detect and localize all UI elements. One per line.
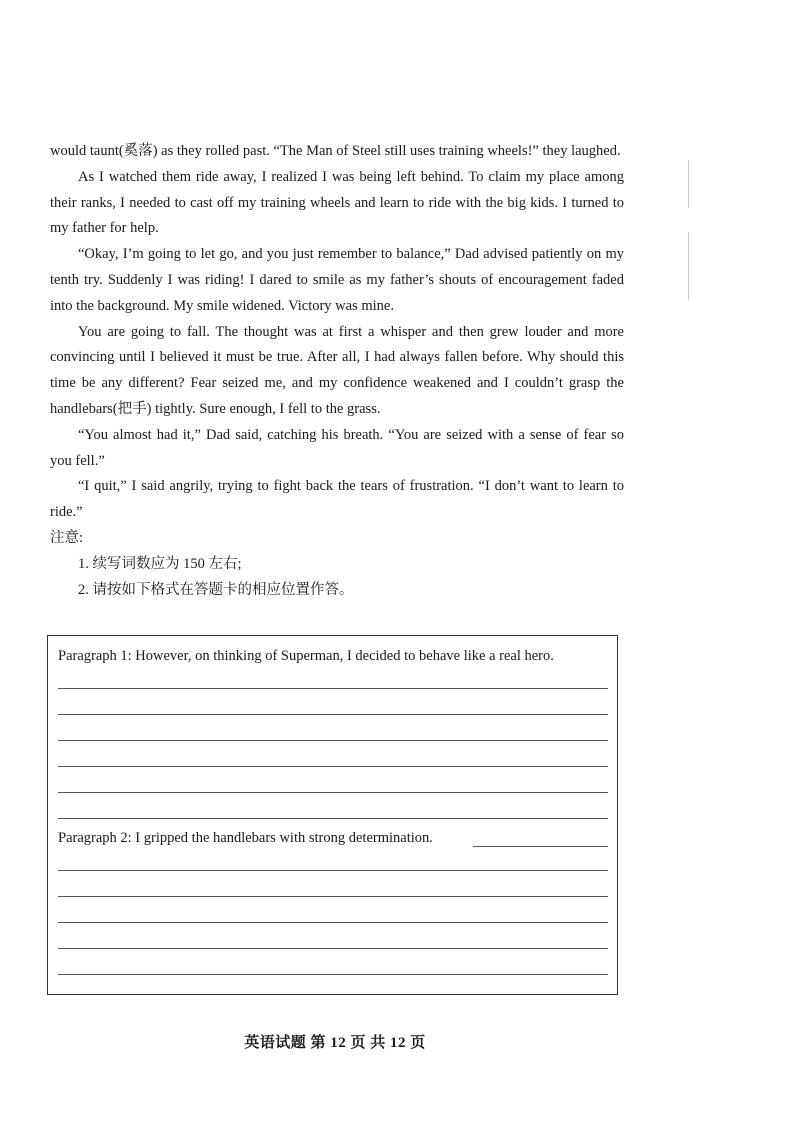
writing-line[interactable] <box>58 870 608 871</box>
writing-line[interactable] <box>58 948 608 949</box>
note-item-format: 2. 请按如下格式在答题卡的相应位置作答。 <box>78 581 354 598</box>
writing-line[interactable] <box>58 766 608 767</box>
writing-line[interactable] <box>58 922 608 923</box>
paragraph-1-prompt: Paragraph 1: However, on thinking of Superman, I decided to behave like a real hero. <box>58 648 554 664</box>
passage-paragraph-1: would taunt(奚落) as they rolled past. “The Man of Steel still uses training wheels!” they laughed. <box>50 143 621 159</box>
passage-paragraph-5: “You almost had it,” Dad said, catching his breath. “You are seized with a sense of fear so you fell.” <box>50 426 624 469</box>
passage-text <box>50 139 624 603</box>
writing-line[interactable] <box>58 688 608 689</box>
notes-title: 注意: <box>50 529 84 546</box>
passage-paragraph-2: As I watched them ride away, I realized I was being left behind. To claim my place among their ranks, I needed to cast off my training wheels and learn to ride with the big kids. I turned to my father for help. <box>50 168 624 237</box>
answer-box <box>47 635 618 995</box>
passage-paragraph-6: “I quit,” I said angrily, trying to fight back the tears of frustration. “I don’t want to learn to ride.” <box>50 478 624 521</box>
writing-line[interactable] <box>58 974 608 975</box>
scan-mark <box>688 160 689 208</box>
writing-line[interactable] <box>58 740 608 741</box>
paragraph-2-prompt: Paragraph 2: I gripped the handlebars with strong determination. <box>58 830 433 846</box>
page-footer: 英语试题 第 12 页 共 12 页 <box>244 1035 426 1051</box>
writing-line[interactable] <box>58 896 608 897</box>
passage-paragraph-4: You are going to fall. The thought was at first a whisper and then grew louder and more convincing until I believed it must be true. After all, I had always fallen before. Why should this time be any different? Fear seized me, and my confidence weakened and I couldn’t grasp the handlebars(把手) tightly. Sure enough, I fell to the grass. <box>50 323 624 417</box>
writing-line[interactable] <box>58 714 608 715</box>
passage-paragraph-3: “Okay, I’m going to let go, and you just remember to balance,” Dad advised patiently on my tenth try. Suddenly I was riding! I dared to smile as my father’s shouts of encouragement faded into the background. My smile widened. Victory was mine. <box>50 246 624 314</box>
note-item-word-count: 1. 续写词数应为 150 左右; <box>78 555 242 572</box>
writing-line[interactable] <box>58 792 608 793</box>
paragraph-2-blank[interactable] <box>473 846 608 847</box>
writing-line[interactable] <box>58 818 608 819</box>
scan-mark <box>688 232 689 300</box>
